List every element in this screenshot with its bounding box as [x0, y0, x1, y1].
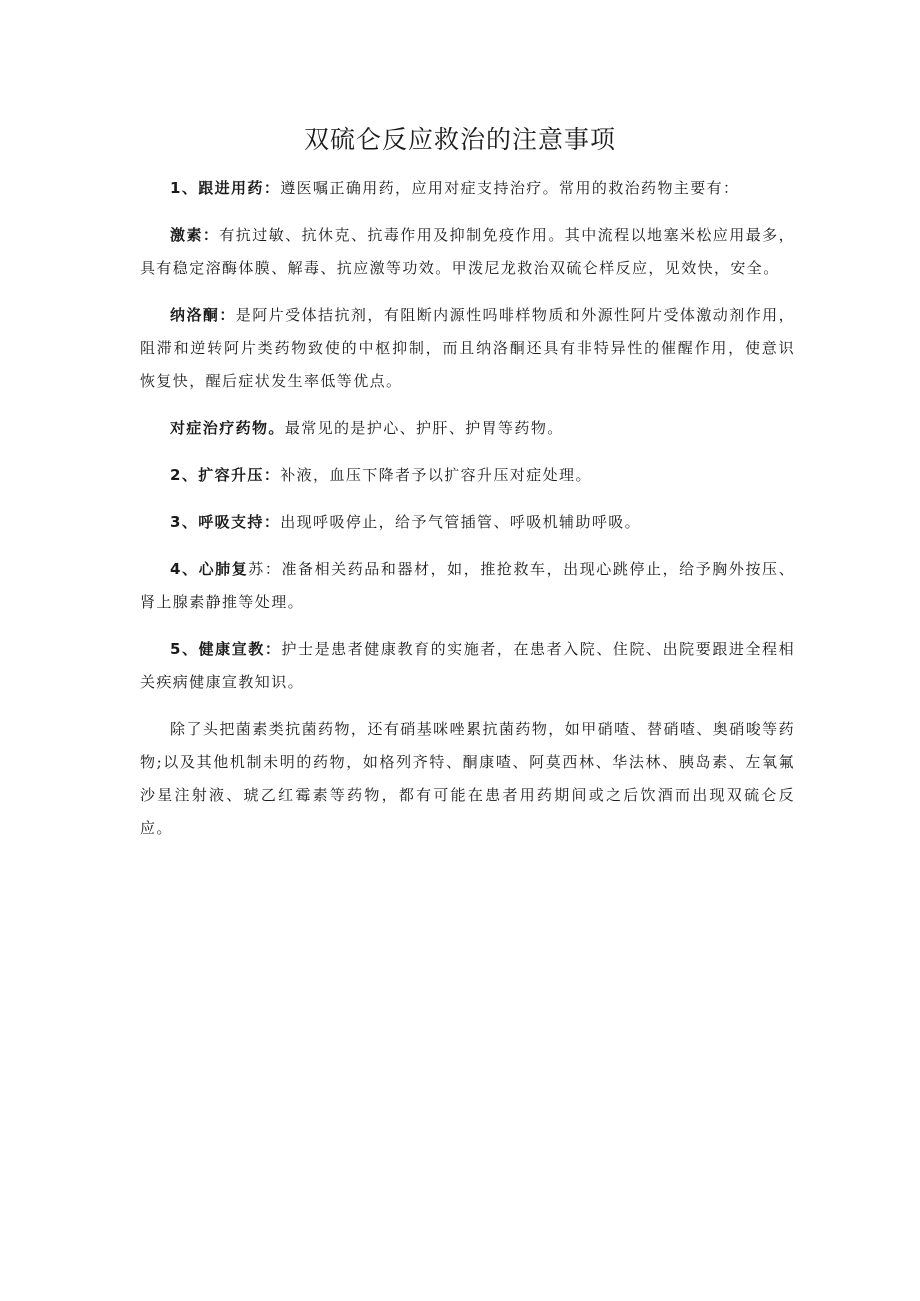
- paragraph-hormones: [140, 219, 795, 285]
- paragraph-text: 补液，血压下降者予以扩容升压对症处理。: [280, 466, 592, 484]
- paragraph-follow-up-medication: [140, 172, 795, 205]
- paragraph-symptomatic-drugs: [140, 412, 795, 445]
- paragraph-label: 激素：: [170, 226, 220, 244]
- paragraph-respiratory-support: [140, 506, 795, 539]
- paragraph-other-drugs: [140, 713, 795, 845]
- paragraph-text: 最常见的是护心、护肝、护胃等药物。: [284, 419, 564, 437]
- document-title: 双硫仑反应救治的注意事项: [303, 125, 616, 154]
- paragraph-label: 5、健康宣教：: [170, 640, 282, 658]
- paragraph-text: 苏：准备相关药品和器材，如，推抢救车，出现心跳停止，给予胸外按压、肾上腺素静推等处理。: [140, 560, 795, 611]
- paragraph-text: 有抗过敏、抗休克、抗毒作用及抑制免疫作用。其中流程以地塞米松应用最多，具有稳定溶酶体膜、解毒、抗应激等功效。甲泼尼龙救治双硫仑样反应，见效快，安全。: [140, 226, 795, 277]
- paragraph-volume-expansion: [140, 459, 795, 492]
- paragraph-cpr: [140, 553, 795, 619]
- paragraph-text: 除了头把菌素类抗菌药物，还有硝基咪唑累抗菌药物，如甲硝喳、替硝喳、奥硝唆等药物;以及其他机制未明的药物，如格列齐特、酮康喳、阿莫西林、华法林、胰岛素、左氧氟沙星注射液、琥乙红霉素等药物，都有可能在患者用药期间或之后饮酒而出现双硫仑反应。: [140, 720, 795, 837]
- paragraph-label: 1、跟进用药：: [170, 179, 281, 197]
- paragraph-text: 护士是患者健康教育的实施者，在患者入院、住院、出院要跟进全程相关疾病健康宣教知识。: [140, 640, 795, 691]
- paragraph-label: 3、呼吸支持：: [170, 513, 281, 531]
- paragraph-label: 对症治疗药物。: [170, 419, 285, 437]
- paragraph-text: 遵医嘱正确用药，应用对症支持治疗。常用的救治药物主要有：: [280, 179, 740, 197]
- paragraph-label: 2、扩容升压：: [170, 466, 281, 484]
- paragraph-naloxone: [140, 299, 795, 398]
- paragraph-label: 4、心肺复: [170, 560, 249, 578]
- document-body: [140, 172, 795, 859]
- paragraph-text: 出现呼吸停止，给予气管插管、呼吸机辅助呼吸。: [280, 513, 642, 531]
- paragraph-label: 纳洛酮：: [170, 306, 236, 324]
- paragraph-health-education: [140, 633, 795, 699]
- paragraph-text: 是阿片受体拮抗剂，有阻断内源性吗啡样物质和外源性阿片受体激动剂作用，阻滞和逆转阿片类药物致使的中枢抑制，而且纳洛酮还具有非特异性的催醒作用，使意识恢复快，醒后症状发生率低等优点。: [140, 306, 795, 390]
